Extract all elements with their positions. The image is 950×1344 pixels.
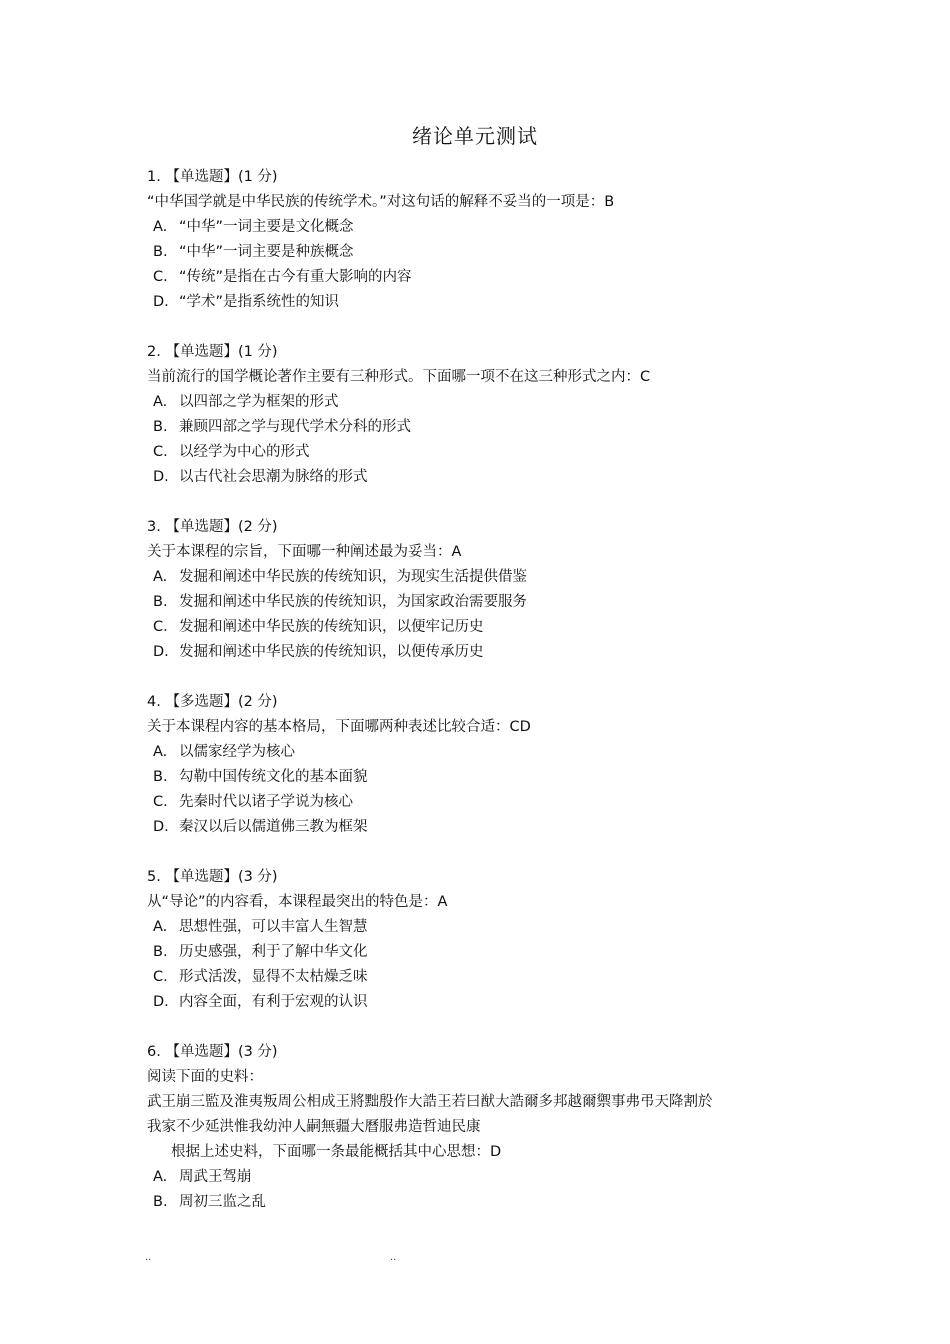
option-b xyxy=(147,940,827,965)
option-d xyxy=(147,990,827,1015)
option-text: 历史感强，利于了解中华文化 xyxy=(179,944,368,960)
option-text: 先秦时代以诸子学说为核心 xyxy=(179,794,353,810)
option-text: 内容全面，有利于宏观的认识 xyxy=(179,994,368,1010)
historical-passage-line-1: 武王崩三監及淮夷叛周公相成王將黜殷作大誥王若曰猷大誥爾多邦越爾禦事弗弔天降割於 xyxy=(147,1094,713,1110)
option-key: A. xyxy=(153,919,168,935)
option-key: C. xyxy=(153,794,168,810)
option-text: 以儒家经学为核心 xyxy=(179,744,295,760)
option-b xyxy=(147,415,827,440)
question-2 xyxy=(147,340,827,490)
option-text: “传统”是指在古今有重大影响的内容 xyxy=(179,269,412,285)
option-key: A. xyxy=(153,1169,168,1185)
option-b xyxy=(147,765,827,790)
question-list xyxy=(147,165,827,1240)
option-c xyxy=(147,615,827,640)
option-key: A. xyxy=(153,569,168,585)
question-header: 1. 【单选题】(1 分) xyxy=(147,169,278,185)
option-text: 兼顾四部之学与现代学术分科的形式 xyxy=(179,419,411,435)
question-6 xyxy=(147,1040,827,1215)
historical-passage-line-2: 我家不少延洪惟我幼沖人嗣無疆大曆服弗造哲迪民康 xyxy=(147,1119,481,1135)
option-text: 秦汉以后以儒道佛三教为框架 xyxy=(179,819,368,835)
option-d xyxy=(147,465,827,490)
option-key: D. xyxy=(153,994,169,1010)
option-text: “中华”一词主要是文化概念 xyxy=(179,219,354,235)
option-key: B. xyxy=(153,244,168,260)
option-text: 发掘和阐述中华民族的传统知识，以便牢记历史 xyxy=(179,619,484,635)
option-key: B. xyxy=(153,1194,168,1210)
option-text: 以四部之学为框架的形式 xyxy=(179,394,339,410)
option-a xyxy=(147,915,827,940)
option-c xyxy=(147,965,827,990)
option-key: B. xyxy=(153,594,168,610)
question-1 xyxy=(147,165,827,315)
option-key: C. xyxy=(153,444,168,460)
option-key: C. xyxy=(153,269,168,285)
footer-mark-left: .. xyxy=(145,1252,152,1263)
question-stem: 从“导论”的内容看，本课程最突出的特色是：A xyxy=(147,894,448,910)
option-text: 以经学为中心的形式 xyxy=(179,444,310,460)
question-header: 5. 【单选题】(3 分) xyxy=(147,869,278,885)
option-text: “中华”一词主要是种族概念 xyxy=(179,244,354,260)
option-key: C. xyxy=(153,619,168,635)
option-key: B. xyxy=(153,419,168,435)
option-d xyxy=(147,290,827,315)
option-text: 勾勒中国传统文化的基本面貌 xyxy=(179,769,368,785)
option-c xyxy=(147,790,827,815)
question-stem: 关于本课程的宗旨，下面哪一种阐述最为妥当：A xyxy=(147,544,462,560)
option-key: A. xyxy=(153,219,168,235)
option-text: 思想性强，可以丰富人生智慧 xyxy=(179,919,368,935)
option-key: B. xyxy=(153,944,168,960)
question-stem: 根据上述史料，下面哪一条最能概括其中心思想：D xyxy=(171,1144,502,1160)
question-3 xyxy=(147,515,827,665)
option-text: 周武王驾崩 xyxy=(179,1169,252,1185)
option-key: A. xyxy=(153,744,168,760)
option-key: D. xyxy=(153,819,169,835)
option-a xyxy=(147,740,827,765)
option-text: “学术”是指系统性的知识 xyxy=(179,294,340,310)
option-key: B. xyxy=(153,769,168,785)
option-a xyxy=(147,1165,827,1190)
option-c xyxy=(147,265,827,290)
option-key: D. xyxy=(153,644,169,660)
option-key: A. xyxy=(153,394,168,410)
question-4 xyxy=(147,690,827,840)
question-stem: “中华国学就是中华民族的传统学术。”对这句话的解释不妥当的一项是：B xyxy=(147,194,615,210)
option-b xyxy=(147,1190,827,1215)
question-intro: 阅读下面的史料： xyxy=(147,1069,263,1085)
option-a xyxy=(147,215,827,240)
option-b xyxy=(147,240,827,265)
question-stem: 关于本课程内容的基本格局，下面哪两种表述比较合适：CD xyxy=(147,719,531,735)
option-text: 发掘和阐述中华民族的传统知识，为现实生活提供借鉴 xyxy=(179,569,527,585)
question-header: 2. 【单选题】(1 分) xyxy=(147,344,278,360)
option-a xyxy=(147,390,827,415)
option-text: 发掘和阐述中华民族的传统知识，为国家政治需要服务 xyxy=(179,594,527,610)
option-d xyxy=(147,815,827,840)
option-text: 形式活泼，显得不太枯燥乏味 xyxy=(179,969,368,985)
option-b xyxy=(147,590,827,615)
option-key: D. xyxy=(153,469,169,485)
question-stem: 当前流行的国学概论著作主要有三种形式。下面哪一项不在这三种形式之内：C xyxy=(147,369,651,385)
question-header: 3. 【单选题】(2 分) xyxy=(147,519,278,535)
page-title: 绪论单元测试 xyxy=(412,124,538,148)
option-key: C. xyxy=(153,969,168,985)
option-text: 发掘和阐述中华民族的传统知识，以便传承历史 xyxy=(179,644,484,660)
question-header: 4. 【多选题】(2 分) xyxy=(147,694,278,710)
option-key: D. xyxy=(153,294,169,310)
question-5 xyxy=(147,865,827,1015)
option-c xyxy=(147,440,827,465)
option-a xyxy=(147,565,827,590)
option-d xyxy=(147,640,827,665)
question-header: 6. 【单选题】(3 分) xyxy=(147,1044,278,1060)
option-text: 周初三监之乱 xyxy=(179,1194,266,1210)
option-text: 以古代社会思潮为脉络的形式 xyxy=(179,469,368,485)
footer-mark-right: .. xyxy=(390,1252,397,1263)
